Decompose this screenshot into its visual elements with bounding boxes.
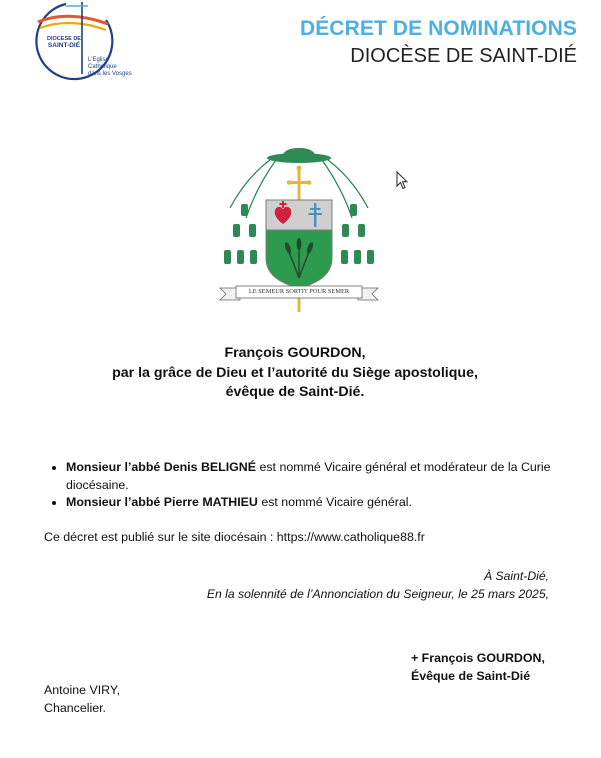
issuer-title: évêque de Saint-Dié. [225,384,365,400]
chancellor-name: Antoine VIRY, [44,683,121,697]
mouse-pointer-icon [396,171,408,195]
nominee-role: est nommé Vicaire général. [257,495,412,509]
nominee-name: Monsieur l’abbé Pierre MATHIEU [66,495,258,509]
logo-diocese-name: DIOCESE DE SAINT-DIÉ [47,36,81,49]
diocese-logo [26,0,136,86]
signature-date: En la solennité de l’Annonciation du Seigneur, le 25 mars 2025, [206,586,549,601]
signature-place: À Saint-Dié, [483,569,549,583]
issuer-authority: par la grâce de Dieu et l’autorité du Siège apostolique, [112,364,478,381]
bishop-signature [411,650,545,685]
chancellor-title: Chancelier. [44,701,106,715]
list-item [50,459,570,494]
publication-notice: Ce décret est publié sur le site diocésain : https://www.catholique88.fr [44,530,425,544]
bishop-name: + François GOURDON, [411,651,545,665]
nominee-name: Monsieur l’abbé Denis BELIGNÉ [66,460,257,474]
signature-place-date [207,568,549,603]
bishop-title: Évêque de Saint-Dié [411,668,531,683]
issuer-block [0,344,590,403]
nominee-role: est nommé Vicaire général et modérateur de la Curie diocésaine. [66,460,551,492]
coat-of-arms-motto: LE SEMEUR SORTIT POUR SEMER [248,288,350,295]
diocese-subtitle: DIOCÈSE DE SAINT-DIÉ [350,45,577,67]
decree-title: DÉCRET DE NOMINATIONS [299,17,577,40]
chancellor-signature [44,681,120,717]
nominations-list [50,459,570,512]
list-item [50,494,570,512]
logo-tagline: L'Eglise Catholique dans les Vosges [88,57,132,77]
issuer-name: François GOURDON, [224,345,366,361]
